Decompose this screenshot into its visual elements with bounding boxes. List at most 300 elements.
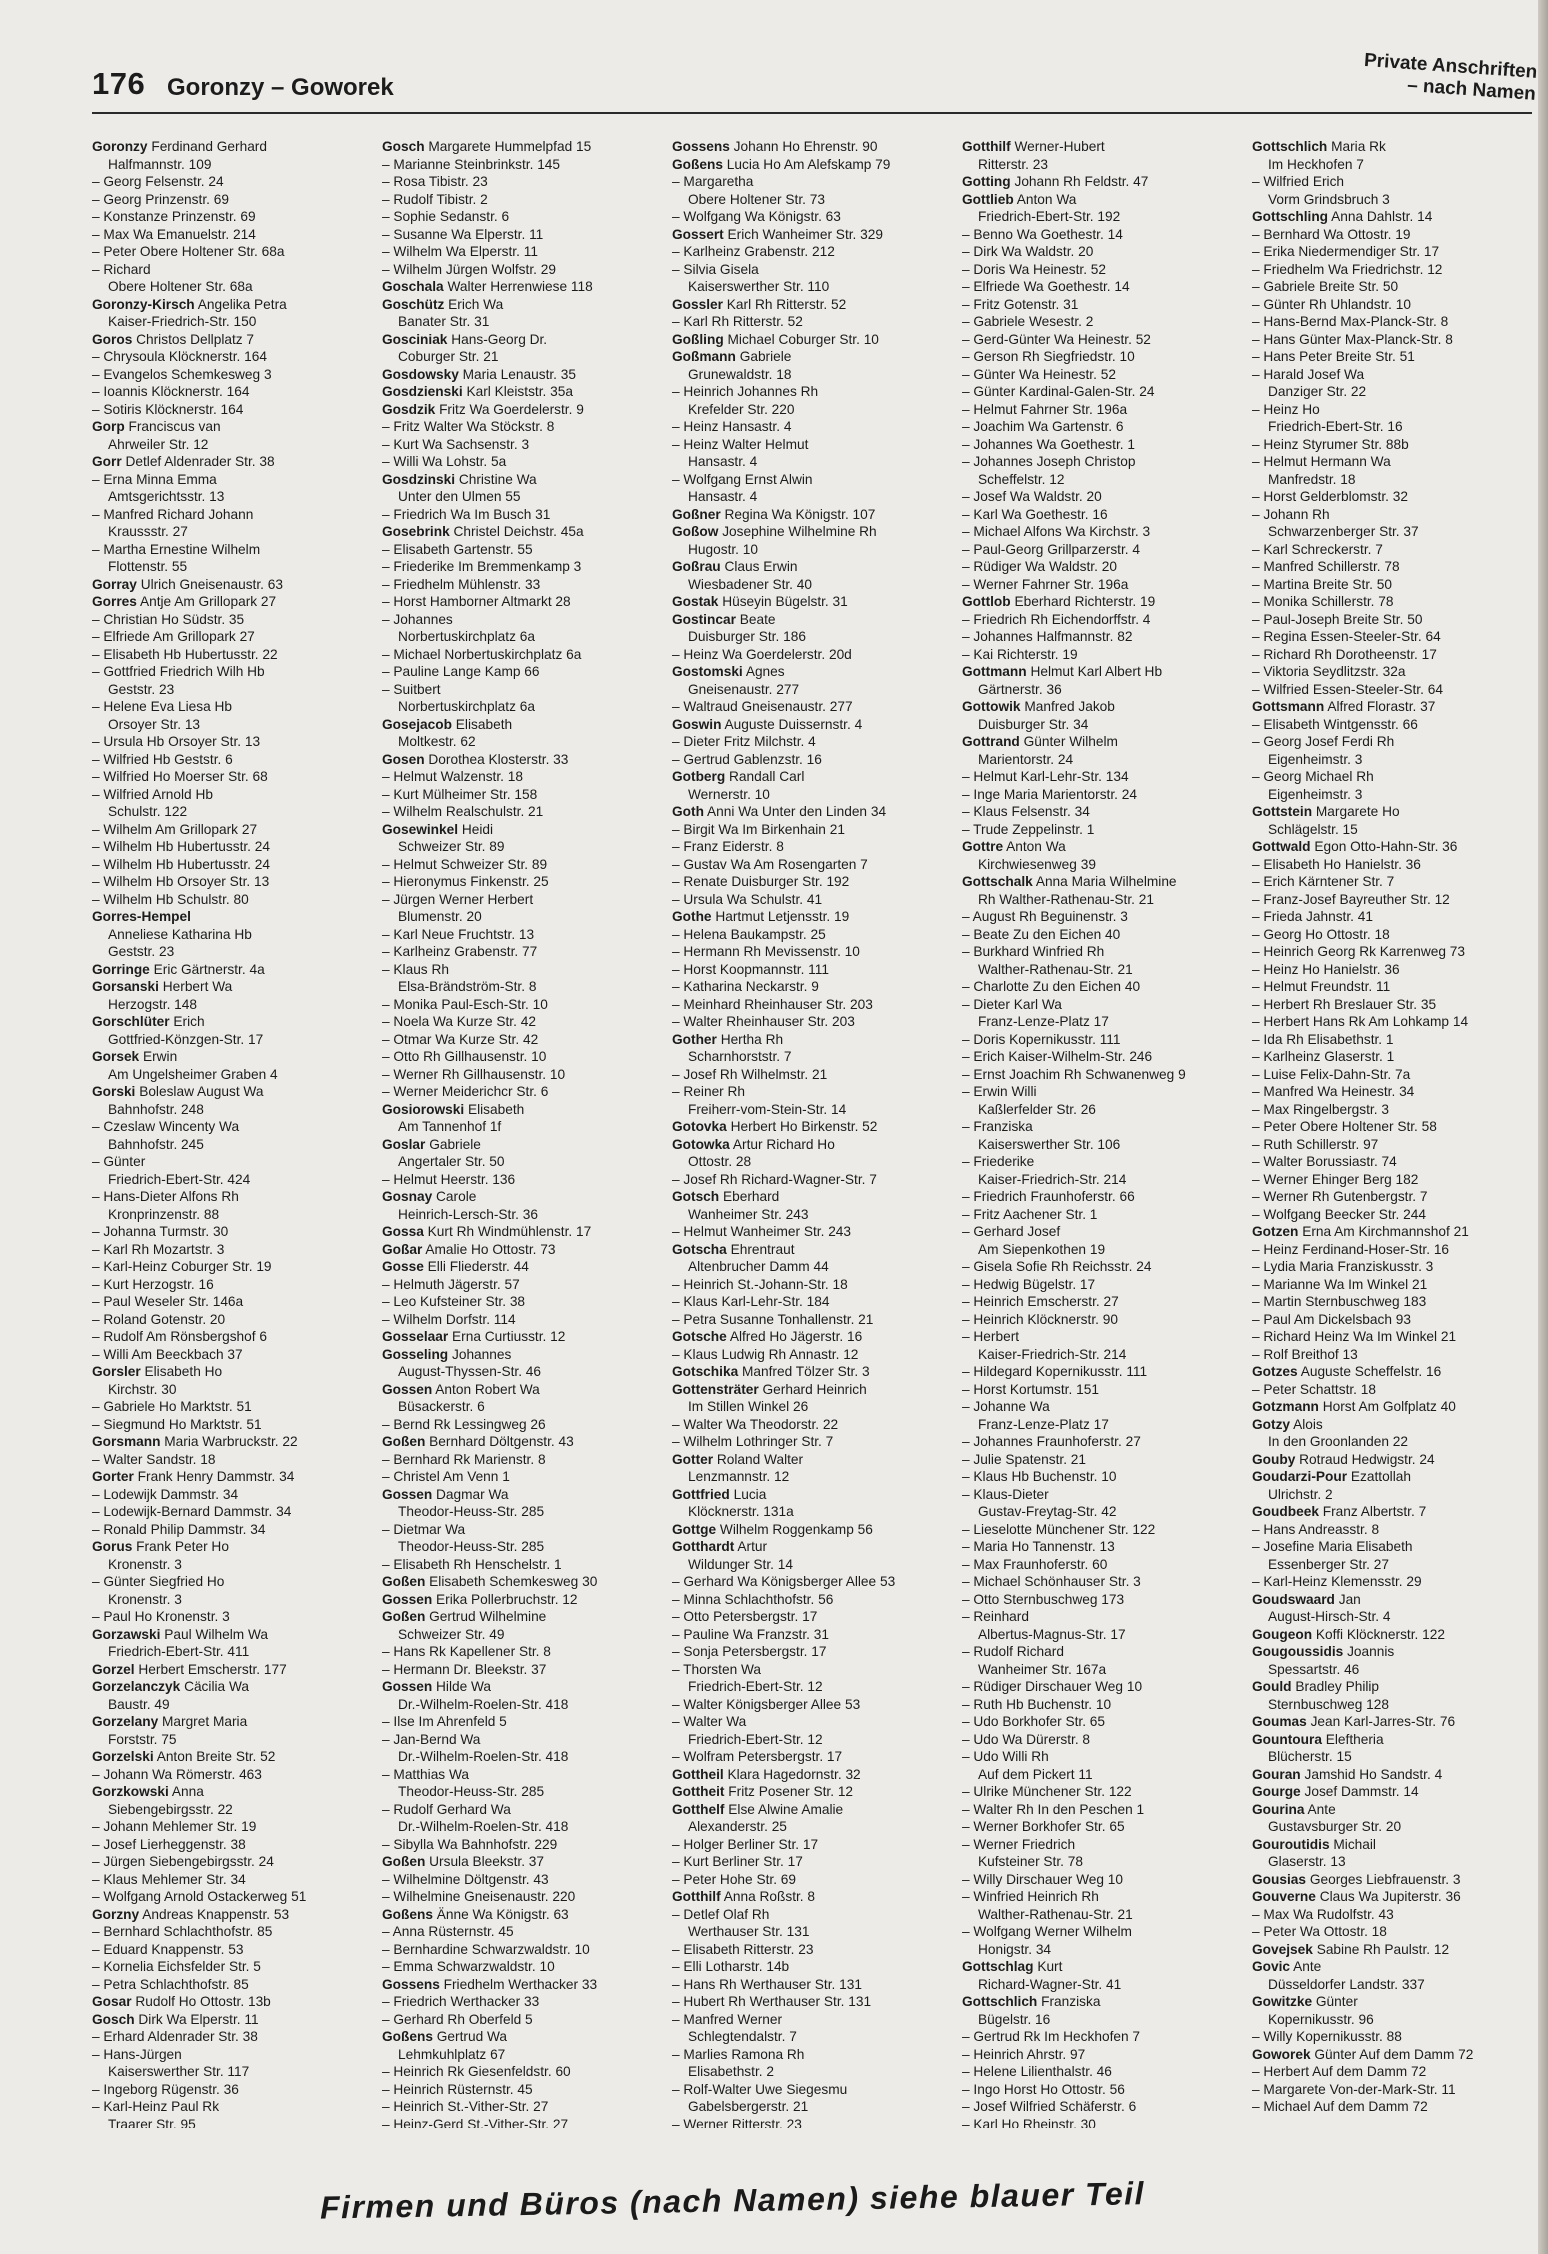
entry-subline: – Rolf Breithof 13 bbox=[1252, 1346, 1358, 1362]
entry-subline: – Charlotte Zu den Eichen 40 bbox=[962, 979, 1141, 994]
directory-entry bbox=[382, 278, 664, 296]
entry-continuation: Manfredstr. 18 bbox=[1268, 471, 1356, 487]
entry-subline: – Josefine Maria Elisabeth bbox=[1252, 1539, 1413, 1554]
entry-continuation: Dr.-Wilhelm-Roelen-Str. 418 bbox=[398, 1749, 569, 1764]
entry-subline: – Gabriele Wesestr. 2 bbox=[962, 314, 1094, 329]
entry-subline: – Benno Wa Goethestr. 14 bbox=[962, 226, 1123, 242]
surname: Gossen bbox=[382, 1381, 433, 1397]
directory-entry bbox=[92, 576, 374, 594]
entry-subline: – Wilhelm Am Grillopark 27 bbox=[92, 821, 258, 837]
entry-details: Lucia Ho Am Alefskamp 79 bbox=[726, 156, 891, 172]
entry-subline: – Ruth Schillerstr. 97 bbox=[1252, 1136, 1379, 1152]
entry-subline: – Czeslaw Wincenty Wa bbox=[92, 1119, 240, 1134]
entry-subline: – Kurt Herzogstr. 16 bbox=[92, 1276, 214, 1292]
entry-continuation: Klöcknerstr. 131a bbox=[688, 1504, 794, 1519]
directory-entry bbox=[962, 663, 1244, 681]
surname: Gossa bbox=[382, 1224, 424, 1239]
surname: Gorray bbox=[92, 576, 137, 592]
entry-continuation: Scharnhorststr. 7 bbox=[688, 1049, 792, 1064]
entry-subline: – Georg Prinzenstr. 69 bbox=[92, 191, 229, 207]
entry-details: Fritz Wa Goerdelerstr. 9 bbox=[439, 401, 584, 417]
directory-entry bbox=[92, 453, 374, 471]
entry-subline: – Paul Am Dickelsbach 93 bbox=[1252, 1311, 1412, 1327]
entry-subline: – Heinz Ferdinand-Hoser-Str. 16 bbox=[1252, 1241, 1450, 1257]
entry-subline: – Gerd-Günter Wa Heinestr. 52 bbox=[962, 331, 1151, 347]
entry-details: Rudolf Ho Ottostr. 13b bbox=[135, 1994, 271, 2009]
entry-details: Hilde Wa bbox=[436, 1679, 492, 1694]
footer-notice: Firmen und Büros (nach Namen) siehe blauer Teil bbox=[319, 2175, 1146, 2226]
directory-entry bbox=[382, 1241, 664, 1259]
directory-entry bbox=[672, 156, 954, 174]
directory-entry bbox=[1252, 1871, 1534, 1889]
entry-subline: – Werner Ritterstr. 23 bbox=[672, 2116, 802, 2128]
entry-continuation: Traarer Str. 95 bbox=[108, 2116, 196, 2128]
directory-entry bbox=[1252, 1451, 1534, 1469]
entry-details: Koffi Klöcknerstr. 122 bbox=[1315, 1626, 1445, 1642]
surname: Gosiorowski bbox=[382, 1101, 465, 1117]
surname: Goßar bbox=[382, 1241, 423, 1257]
entry-subline: – Sibylla Wa Bahnhofstr. 229 bbox=[382, 1836, 558, 1852]
entry-continuation: Ottostr. 28 bbox=[688, 1154, 752, 1169]
entry-subline: – Jürgen Siebengebirgsstr. 24 bbox=[92, 1854, 274, 1869]
entry-continuation: Ulrichstr. 2 bbox=[1268, 1486, 1333, 1502]
surname: Gotsch bbox=[672, 1189, 720, 1204]
surname: Gotthelf bbox=[672, 1801, 725, 1817]
entry-subline: – Ulrike Münchener Str. 122 bbox=[962, 1784, 1132, 1799]
entry-continuation: Altenbrucher Damm 44 bbox=[688, 1259, 829, 1274]
entry-subline: – Anna Rüsternstr. 45 bbox=[382, 1924, 514, 1939]
surname: Goschala bbox=[382, 279, 444, 294]
entry-subline: – Manfred Schillerstr. 78 bbox=[1252, 559, 1400, 574]
entry-subline: – Paul Ho Kronenstr. 3 bbox=[92, 1609, 230, 1624]
entry-subline: – Holger Berliner Str. 17 bbox=[672, 1836, 819, 1852]
entry-details: Karl Rh Ritterstr. 52 bbox=[726, 296, 847, 312]
surname: Gottfried bbox=[672, 1486, 730, 1502]
entry-subline: – Karl Neue Fruchtstr. 13 bbox=[382, 926, 535, 942]
entry-details: Maria Lenaustr. 35 bbox=[462, 366, 577, 382]
directory-entry bbox=[962, 873, 1244, 891]
entry-subline: – Elisabeth Ritterstr. 23 bbox=[672, 1941, 814, 1957]
entry-continuation: Banater Str. 31 bbox=[398, 314, 490, 329]
surname: Gottlob bbox=[962, 594, 1011, 609]
directory-entry bbox=[672, 593, 954, 611]
entry-continuation: Hansastr. 4 bbox=[688, 489, 758, 504]
entry-subline: – Meinhard Rheinhauser Str. 203 bbox=[672, 996, 873, 1012]
directory-entry bbox=[92, 1538, 374, 1556]
surname: Gouby bbox=[1252, 1451, 1296, 1467]
entry-subline: – Ernst Joachim Rh Schwanenweg 9 bbox=[962, 1066, 1186, 1082]
entry-details: Christel Deichstr. 45a bbox=[453, 524, 584, 539]
entry-subline: – Regina Essen-Steeler-Str. 64 bbox=[1252, 629, 1441, 644]
directory-entry bbox=[672, 611, 954, 629]
surname: Goudbeek bbox=[1252, 1504, 1319, 1519]
entry-continuation: Anneliese Katharina Hb bbox=[108, 926, 252, 942]
entry-continuation: Schwarzenberger Str. 37 bbox=[1268, 524, 1419, 539]
entry-continuation: Unter den Ulmen 55 bbox=[398, 489, 521, 504]
surname: Gosejacob bbox=[382, 716, 452, 732]
entry-details: Erich bbox=[173, 1014, 205, 1029]
entry-details: Claus Erwin bbox=[724, 559, 798, 574]
entry-continuation: Franz-Lenze-Platz 17 bbox=[978, 1014, 1109, 1029]
entry-subline: – Gerhard Wa Königsberger Allee 53 bbox=[672, 1574, 896, 1589]
entry-subline: – Wilfried Hb Geststr. 6 bbox=[92, 751, 233, 767]
directory-entry bbox=[382, 401, 664, 419]
entry-details: Regina Wa Königstr. 107 bbox=[724, 506, 876, 522]
page-range-title: Goronzy – Goworek bbox=[167, 74, 394, 101]
entry-details: Alfred Ho Jägerstr. 16 bbox=[729, 1329, 863, 1344]
directory-entry bbox=[1252, 698, 1534, 716]
surname: Gossen bbox=[382, 1679, 433, 1694]
entry-continuation: Kaiserswerther Str. 110 bbox=[688, 279, 830, 294]
entry-subline: – Paul-Georg Grillparzerstr. 4 bbox=[962, 541, 1141, 557]
directory-entry bbox=[1252, 1783, 1534, 1801]
surname: Gorzelanczyk bbox=[92, 1679, 181, 1694]
entry-details: Fritz Posener Str. 12 bbox=[728, 1784, 854, 1799]
entry-continuation: Vorm Grindsbruch 3 bbox=[1268, 191, 1390, 207]
entry-details: Margret Maria bbox=[162, 1714, 248, 1729]
entry-subline: – Roland Gotenstr. 20 bbox=[92, 1311, 226, 1327]
entry-details: Wilhelm Roggenkamp 56 bbox=[719, 1521, 873, 1537]
directory-entry bbox=[672, 348, 954, 366]
entry-subline: – Leo Kufsteiner Str. 38 bbox=[382, 1294, 526, 1309]
entry-continuation: Büsackerstr. 6 bbox=[398, 1399, 485, 1414]
entry-subline: – Peter Obere Holtener Str. 68a bbox=[92, 244, 285, 259]
entry-details: Elisabeth bbox=[455, 716, 513, 732]
entry-subline: – Susanne Wa Elperstr. 11 bbox=[382, 226, 544, 242]
directory-columns bbox=[92, 138, 1542, 2128]
surname: Goswin bbox=[672, 716, 722, 732]
surname: Gossen bbox=[382, 1591, 433, 1607]
directory-entry bbox=[1252, 1503, 1534, 1521]
entry-subline: – Ingeborg Rügenstr. 36 bbox=[92, 2081, 239, 2097]
entry-subline: – Günter bbox=[92, 1154, 146, 1169]
entry-subline: – Helmut Freundstr. 11 bbox=[1252, 979, 1391, 994]
surname: Govic bbox=[1252, 1959, 1291, 1974]
entry-details: Georges Liebfrauenstr. 3 bbox=[1309, 1871, 1461, 1887]
entry-subline: – Heinrich Georg Rk Karrenweg 73 bbox=[1252, 944, 1466, 959]
entry-subline: – Petra Susanne Tonhallenstr. 21 bbox=[672, 1311, 874, 1327]
directory-entry bbox=[962, 698, 1244, 716]
entry-details: Else Alwine Amalie bbox=[728, 1801, 844, 1817]
surname: Gouverne bbox=[1252, 1889, 1316, 1904]
entry-subline: – Rüdiger Dirschauer Weg 10 bbox=[962, 1679, 1143, 1694]
entry-subline: – Monika Paul-Esch-Str. 10 bbox=[382, 996, 548, 1012]
entry-subline: – Karl-Heinz Coburger Str. 19 bbox=[92, 1259, 272, 1274]
entry-subline: – Ingo Horst Ho Ottostr. 56 bbox=[962, 2081, 1125, 2097]
entry-subline: – Hermann Dr. Bleekstr. 37 bbox=[382, 1661, 547, 1677]
entry-subline: – Ilse Im Ahrenfeld 5 bbox=[382, 1714, 507, 1729]
entry-subline: – Erika Niedermendiger Str. 17 bbox=[1252, 244, 1440, 259]
entry-subline: – Helena Baukampstr. 25 bbox=[672, 926, 826, 942]
directory-entry bbox=[672, 1136, 954, 1154]
surname: Gosewinkel bbox=[382, 821, 459, 837]
entry-continuation: Wildunger Str. 14 bbox=[688, 1556, 793, 1572]
entry-subline: – Günter Wa Heinestr. 52 bbox=[962, 366, 1116, 382]
surname: Goßen bbox=[382, 1574, 426, 1589]
surname: Gorzel bbox=[92, 1661, 135, 1677]
directory-entry bbox=[1252, 1678, 1534, 1696]
surname: Gosciniak bbox=[382, 331, 448, 347]
surname: Gorres-Hempel bbox=[92, 909, 191, 924]
directory-entry bbox=[92, 1748, 374, 1766]
entry-subline: – Heinz Ho Hanielstr. 36 bbox=[1252, 961, 1400, 977]
entry-subline: – Hans-Jürgen bbox=[92, 2046, 182, 2062]
entry-subline: – Udo Willi Rh bbox=[962, 1749, 1049, 1764]
entry-subline: – Heinrich Klöcknerstr. 90 bbox=[962, 1311, 1118, 1327]
entry-details: Karl Kleiststr. 35a bbox=[466, 384, 573, 399]
surname: Gottstein bbox=[1252, 804, 1313, 819]
entry-continuation: Theodor-Heuss-Str. 285 bbox=[398, 1784, 545, 1799]
entry-subline: – Herbert Auf dem Damm 72 bbox=[1252, 2064, 1427, 2079]
directory-entry bbox=[672, 1888, 954, 1906]
entry-continuation: Dr.-Wilhelm-Roelen-Str. 418 bbox=[398, 1819, 569, 1834]
entry-subline: – Max Wa Emanuelstr. 214 bbox=[92, 226, 256, 242]
directory-entry bbox=[672, 1241, 954, 1259]
directory-entry bbox=[672, 1328, 954, 1346]
entry-subline: – Helmuth Jägerstr. 57 bbox=[382, 1276, 520, 1292]
directory-entry bbox=[672, 1381, 954, 1399]
entry-continuation: Danziger Str. 22 bbox=[1268, 384, 1367, 399]
entry-subline: – Wolfgang Wa Königstr. 63 bbox=[672, 209, 841, 224]
entry-subline: – Gertrud Rk Im Heckhofen 7 bbox=[962, 2029, 1141, 2044]
surname: Gorzkowski bbox=[92, 1784, 169, 1799]
directory-entry bbox=[382, 471, 664, 489]
entry-continuation: Duisburger Str. 186 bbox=[688, 629, 806, 644]
entry-subline: – Klaus-Dieter bbox=[962, 1486, 1049, 1502]
directory-entry bbox=[962, 191, 1244, 209]
entry-subline: – Marlies Ramona Rh bbox=[672, 2046, 805, 2062]
surname: Goschütz bbox=[382, 296, 445, 312]
surname: Gossler bbox=[672, 296, 723, 312]
directory-entry bbox=[1252, 138, 1534, 156]
entry-details: Angelika Petra bbox=[197, 296, 287, 312]
entry-details: Egon Otto-Hahn-Str. 36 bbox=[1314, 839, 1458, 854]
entry-details: Erika Pollerbruchstr. 12 bbox=[436, 1591, 578, 1607]
entry-subline: – Hans-Dieter Alfons Rh bbox=[92, 1189, 239, 1204]
entry-subline: – Helene Lilienthalstr. 46 bbox=[962, 2064, 1112, 2079]
entry-continuation: Am Siepenkothen 19 bbox=[978, 1241, 1106, 1257]
entry-details: Ursula Bleekstr. 37 bbox=[429, 1854, 545, 1869]
directory-entry bbox=[962, 138, 1244, 156]
entry-subline: – Bernhard Wa Ottostr. 19 bbox=[1252, 226, 1411, 242]
entry-details: Erwin bbox=[142, 1049, 178, 1064]
surname: Gotzen bbox=[1252, 1224, 1299, 1239]
entry-details: Margarete Ho bbox=[1315, 804, 1400, 819]
surname: Goworek bbox=[1252, 2046, 1311, 2062]
entry-subline: – Elisabeth Hb Hubertusstr. 22 bbox=[92, 646, 278, 662]
entry-subline: – Friedrich Fraunhoferstr. 66 bbox=[962, 1189, 1135, 1204]
entry-subline: – Chrysoula Klöcknerstr. 164 bbox=[92, 349, 267, 364]
section-label-line1: Private Anschriften bbox=[1363, 49, 1538, 83]
entry-continuation: Friedrich-Ebert-Str. 12 bbox=[688, 1731, 823, 1747]
entry-subline: – Michael Alfons Wa Kirchstr. 3 bbox=[962, 524, 1151, 539]
entry-subline: – Josef Rh Wilhelmstr. 21 bbox=[672, 1066, 828, 1082]
entry-subline: – Joachim Wa Gartenstr. 6 bbox=[962, 419, 1124, 434]
entry-subline: – Günter Rh Uhlandstr. 10 bbox=[1252, 296, 1412, 312]
entry-subline: – Heinz Ho bbox=[1252, 401, 1320, 417]
section-label-line2: – nach Namen bbox=[1406, 74, 1537, 105]
entry-subline: – Wilhelm Jürgen Wolfstr. 29 bbox=[382, 261, 556, 277]
entry-subline: – Detlef Olaf Rh bbox=[672, 1906, 770, 1922]
entry-continuation: Freiherr-vom-Stein-Str. 14 bbox=[688, 1101, 847, 1117]
entry-subline: – Walter Königsberger Allee 53 bbox=[672, 1696, 861, 1712]
entry-continuation: Am Tannenhof 1f bbox=[398, 1119, 502, 1134]
entry-continuation: Norbertuskirchplatz 6a bbox=[398, 699, 535, 714]
entry-subline: – Erich Kärntener Str. 7 bbox=[1252, 874, 1395, 889]
surname: Gould bbox=[1252, 1679, 1292, 1694]
entry-continuation: Gustavsburger Str. 20 bbox=[1268, 1819, 1402, 1834]
entry-subline: – Hubert Rh Werthauser Str. 131 bbox=[672, 1994, 872, 2009]
entry-subline: – Wilfried Erich bbox=[1252, 174, 1345, 189]
surname: Gorsanski bbox=[92, 979, 159, 994]
entry-continuation: Rh Walther-Rathenau-Str. 21 bbox=[978, 891, 1154, 907]
directory-entry bbox=[1252, 2046, 1534, 2064]
entry-subline: – Wilhelm Hb Hubertusstr. 24 bbox=[92, 856, 271, 872]
entry-continuation: Kaiser-Friedrich-Str. 214 bbox=[978, 1346, 1127, 1362]
surname: Gottlieb bbox=[962, 191, 1014, 207]
entry-subline: – Heinrich Rüsternstr. 45 bbox=[382, 2081, 533, 2097]
entry-subline: – Friederike bbox=[962, 1154, 1035, 1169]
entry-continuation: Eigenheimstr. 3 bbox=[1268, 786, 1363, 802]
entry-continuation: Ahrweiler Str. 12 bbox=[108, 436, 209, 452]
entry-subline: – Jan-Bernd Wa bbox=[382, 1731, 481, 1747]
directory-entry bbox=[672, 1118, 954, 1136]
directory-entry bbox=[92, 1626, 374, 1644]
entry-subline: – Richard Heinz Wa Im Winkel 21 bbox=[1252, 1329, 1457, 1344]
entry-subline: – Hildegard Kopernikusstr. 111 bbox=[962, 1364, 1148, 1379]
entry-subline: – Margaretha bbox=[672, 174, 754, 189]
entry-continuation: Wiesbadener Str. 40 bbox=[688, 576, 813, 592]
entry-details: Christos Dellplatz 7 bbox=[136, 331, 255, 347]
entry-subline: – Peter Schattstr. 18 bbox=[1252, 1381, 1377, 1397]
entry-subline: – Heinz-Gerd St.-Vither-Str. 27 bbox=[382, 2116, 569, 2128]
surname: Gorzawski bbox=[92, 1626, 161, 1642]
surname: Gorter bbox=[92, 1469, 134, 1484]
surname: Gorsek bbox=[92, 1049, 140, 1064]
entry-details: Manfred Tölzer Str. 3 bbox=[742, 1364, 870, 1379]
directory-entry bbox=[672, 523, 954, 541]
directory-entry bbox=[672, 1801, 954, 1819]
entry-subline: – Herbert Hans Rk Am Lohkamp 14 bbox=[1252, 1014, 1469, 1029]
directory-entry bbox=[672, 1766, 954, 1784]
entry-details: Eleftheria bbox=[1325, 1731, 1384, 1747]
entry-details: Horst Am Golfplatz 40 bbox=[1322, 1399, 1456, 1414]
entry-details: Günter Auf dem Damm 72 bbox=[1314, 2046, 1474, 2062]
entry-subline: – Wilhelm Hb Hubertusstr. 24 bbox=[92, 839, 271, 854]
entry-details: Elisabeth Schemkesweg 30 bbox=[429, 1574, 598, 1589]
directory-entry bbox=[382, 751, 664, 769]
entry-details: Alois bbox=[1293, 1416, 1323, 1432]
entry-details: Gertrud Wa bbox=[436, 2029, 508, 2044]
entry-subline: – Peter Hohe Str. 69 bbox=[672, 1871, 797, 1887]
entry-continuation: In den Groonlanden 22 bbox=[1268, 1434, 1409, 1449]
surname: Gottre bbox=[962, 839, 1004, 854]
entry-subline: – Siegmund Ho Marktstr. 51 bbox=[92, 1416, 262, 1432]
entry-details: Eberhard Richterstr. 19 bbox=[1014, 594, 1156, 609]
entry-subline: – Silvia Gisela bbox=[672, 261, 759, 277]
entry-details: Anton Robert Wa bbox=[435, 1381, 540, 1397]
entry-subline: – Martina Breite Str. 50 bbox=[1252, 576, 1392, 592]
entry-subline: – Heinrich Rk Giesenfeldstr. 60 bbox=[382, 2064, 571, 2079]
directory-entry bbox=[672, 1538, 954, 1556]
entry-details: Elisabeth Ho bbox=[144, 1364, 223, 1379]
entry-subline: – Gertrud Gablenzstr. 16 bbox=[672, 751, 822, 767]
surname: Gottheit bbox=[672, 1784, 725, 1799]
entry-subline: – Klaus Felsenstr. 34 bbox=[962, 804, 1090, 819]
surname: Gostincar bbox=[672, 611, 736, 627]
entry-subline: – Manfred Richard Johann bbox=[92, 506, 254, 522]
directory-entry bbox=[382, 716, 664, 734]
entry-subline: – Elfriede Wa Goethestr. 14 bbox=[962, 279, 1130, 294]
surname: Gother bbox=[672, 1031, 717, 1047]
entry-details: Rotraud Hedwigstr. 24 bbox=[1299, 1451, 1435, 1467]
surname: Gottsmann bbox=[1252, 699, 1325, 714]
directory-entry bbox=[92, 978, 374, 996]
entry-subline: – Katharina Neckarstr. 9 bbox=[672, 979, 819, 994]
entry-subline: – Sonja Petersbergstr. 17 bbox=[672, 1644, 827, 1659]
directory-entry bbox=[1252, 1223, 1534, 1241]
entry-details: Franciscus van bbox=[128, 419, 221, 434]
entry-subline: – Karl Ho Rheinstr. 30 bbox=[962, 2116, 1096, 2128]
entry-continuation: Wanheimer Str. 243 bbox=[688, 1206, 809, 1222]
surname: Gougeon bbox=[1252, 1626, 1313, 1642]
directory-entry bbox=[962, 593, 1244, 611]
directory-entry bbox=[382, 1608, 664, 1626]
entry-subline: – Josef Lierheggenstr. 38 bbox=[92, 1836, 246, 1852]
entry-continuation: Im Heckhofen 7 bbox=[1268, 156, 1364, 172]
entry-continuation: Kaiser-Friedrich-Str. 150 bbox=[108, 314, 257, 329]
directory-entry bbox=[1252, 1713, 1534, 1731]
entry-continuation: Blumenstr. 20 bbox=[398, 909, 482, 924]
entry-subline: – Lieselotte Münchener Str. 122 bbox=[962, 1521, 1156, 1537]
surname: Goßrau bbox=[672, 559, 721, 574]
entry-subline: – Willy Kopernikusstr. 88 bbox=[1252, 2029, 1402, 2044]
directory-entry bbox=[382, 1433, 664, 1451]
entry-details: Elisabeth bbox=[467, 1101, 525, 1117]
surname: Gorski bbox=[92, 1084, 136, 1099]
entry-subline: – Thorsten Wa bbox=[672, 1661, 762, 1677]
surname: Goßner bbox=[672, 506, 721, 522]
entry-subline: – Johannes Fraunhoferstr. 27 bbox=[962, 1434, 1141, 1449]
directory-entry bbox=[382, 1328, 664, 1346]
directory-entry bbox=[92, 1713, 374, 1731]
surname: Goßling bbox=[672, 331, 724, 347]
directory-entry bbox=[92, 593, 374, 611]
entry-continuation: Orsoyer Str. 13 bbox=[108, 716, 201, 732]
entry-subline: – Manfred Wa Heinestr. 34 bbox=[1252, 1084, 1415, 1099]
entry-subline: – Fritz Gotenstr. 31 bbox=[962, 296, 1079, 312]
entry-continuation: Schweizer Str. 49 bbox=[398, 1626, 505, 1642]
entry-subline: – Monika Schillerstr. 78 bbox=[1252, 594, 1394, 609]
entry-subline: – Walter Sandstr. 18 bbox=[92, 1451, 216, 1467]
entry-details: Frank Henry Dammstr. 34 bbox=[137, 1469, 295, 1484]
entry-continuation: Blücherstr. 15 bbox=[1268, 1749, 1352, 1764]
surname: Gotzy bbox=[1252, 1416, 1291, 1432]
entry-continuation: Kaßlerfelder Str. 26 bbox=[978, 1101, 1096, 1117]
entry-subline: – Christian Ho Südstr. 35 bbox=[92, 611, 245, 627]
entry-subline: – Helmut Hermann Wa bbox=[1252, 454, 1391, 469]
entry-continuation: Ritterstr. 23 bbox=[978, 156, 1048, 172]
entry-details: Walter Herrenwiese 118 bbox=[447, 279, 593, 294]
entry-subline: – Ruth Hb Buchenstr. 10 bbox=[962, 1696, 1112, 1712]
entry-continuation: Scheffelstr. 12 bbox=[978, 471, 1065, 487]
entry-subline: – Sotiris Klöcknerstr. 164 bbox=[92, 401, 244, 417]
surname: Gottwald bbox=[1252, 839, 1311, 854]
entry-details: Anton Wa bbox=[1016, 191, 1077, 207]
entry-subline: – Walter Rheinhauser Str. 203 bbox=[672, 1014, 855, 1029]
entry-details: Gabriele bbox=[739, 349, 792, 364]
directory-entry bbox=[1252, 208, 1534, 226]
